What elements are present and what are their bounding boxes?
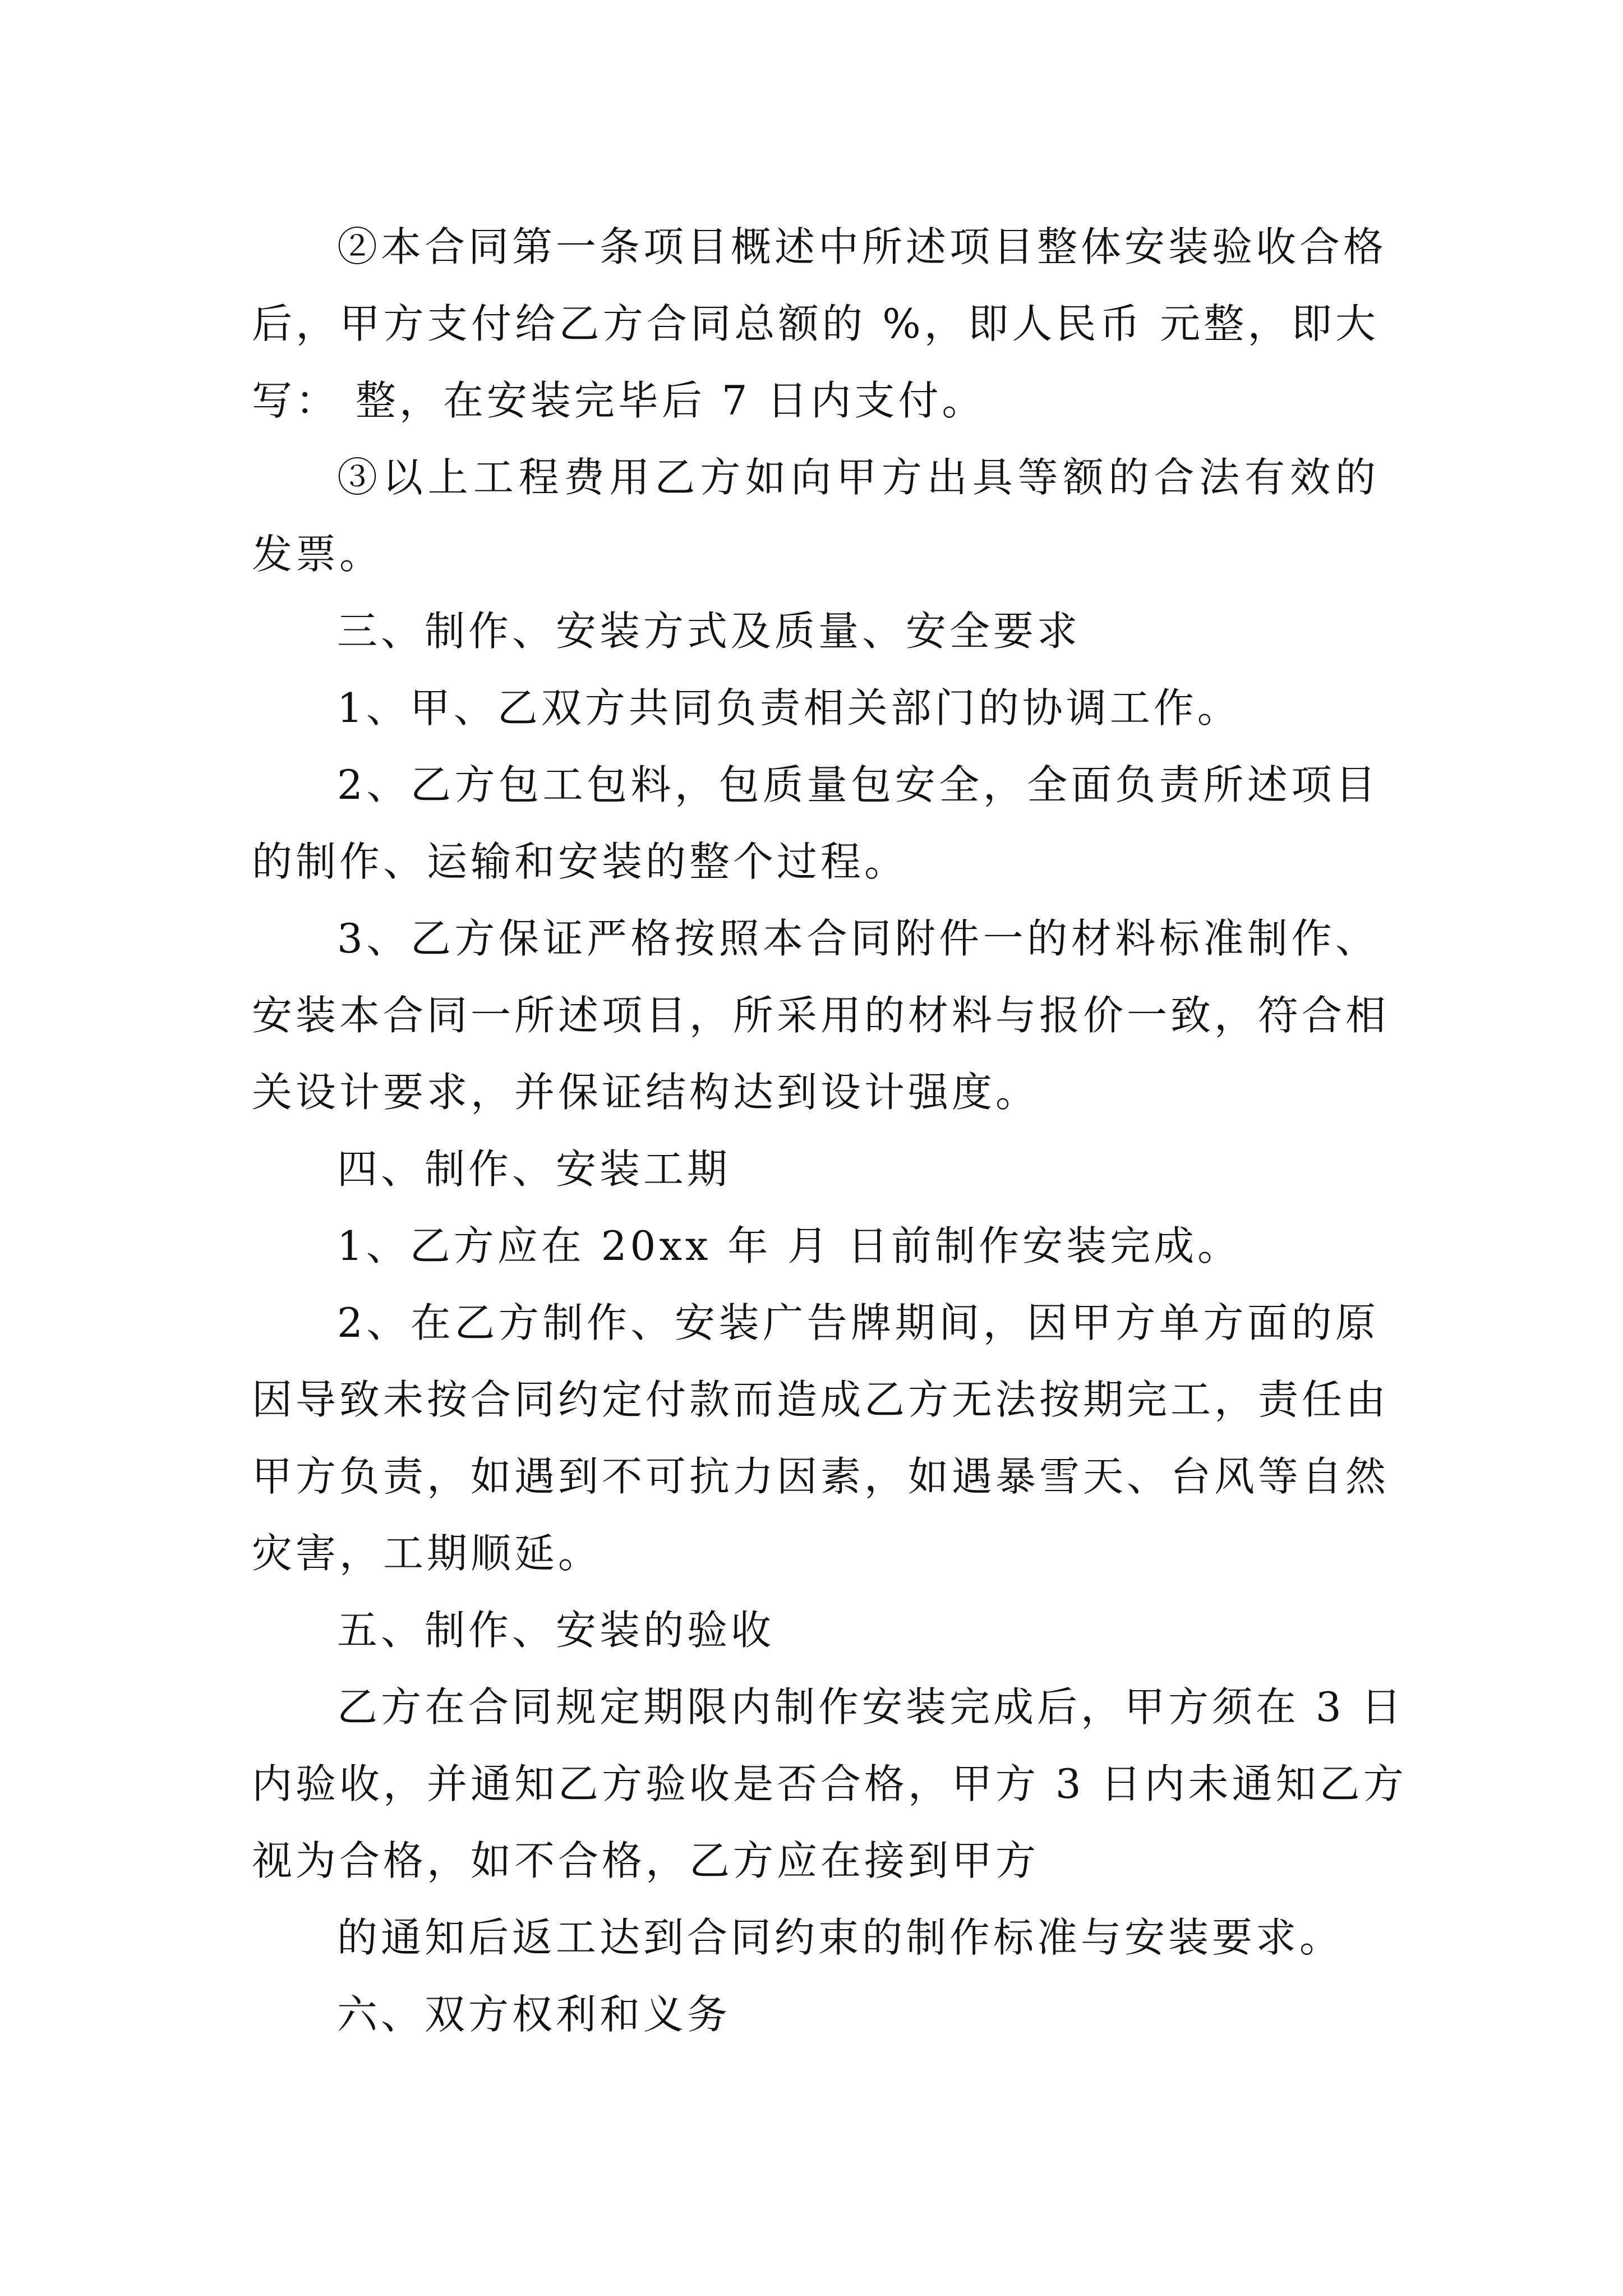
section-heading: 五、制作、安装的验收: [337, 1607, 775, 1654]
paragraph-line: 因导致未按合同约定付款而造成乙方无法按期完工，责任由: [252, 1376, 1390, 1423]
paragraph-line: 发票。: [252, 531, 384, 578]
section-heading: 六、双方权利和义务: [337, 1991, 731, 2038]
paragraph-line: ②本合同第一条项目概述中所述项目整体安装验收合格: [337, 223, 1387, 270]
paragraph-line: 后，甲方支付给乙方合同总额的 %，即人民币 元整，即大: [252, 300, 1379, 347]
paragraph-line: 2、乙方包工包料，包质量包安全，全面负责所述项目: [337, 761, 1379, 808]
paragraph-line: 甲方负责，如遇到不可抗力因素，如遇暴雪天、台风等自然: [252, 1453, 1390, 1500]
paragraph-line: 写： 整，在安装完毕后 7 日内支付。: [252, 377, 986, 424]
paragraph-line: 2、在乙方制作、安装广告牌期间，因甲方单方面的原: [337, 1299, 1379, 1346]
section-heading: 四、制作、安装工期: [337, 1145, 731, 1193]
paragraph-line: ③以上工程费用乙方如向甲方出具等额的合法有效的: [337, 454, 1379, 501]
section-heading: 三、制作、安装方式及质量、安全要求: [337, 608, 1081, 655]
paragraph-line: 内验收，并通知乙方验收是否合格，甲方 3 日内未通知乙方: [252, 1760, 1407, 1807]
paragraph-line: 安装本合同一所述项目，所采用的材料与报价一致，符合相: [252, 992, 1390, 1039]
paragraph-line: 1、乙方应在 20xx 年 月 日前制作安装完成。: [337, 1222, 1242, 1269]
paragraph-line: 1、甲、乙双方共同负责相关部门的协调工作。: [337, 684, 1241, 731]
paragraph-line: 的通知后返工达到合同约束的制作标准与安装要求。: [337, 1914, 1344, 1961]
document-body: [252, 209, 1407, 2053]
paragraph-line: 关设计要求，并保证结构达到设计强度。: [252, 1069, 1040, 1116]
paragraph-line: 灾害，工期顺延。: [252, 1530, 602, 1577]
paragraph-line: 视为合格，如不合格，乙方应在接到甲方: [252, 1837, 1040, 1884]
paragraph-line: 3、乙方保证严格按照本合同附件一的材料标准制作、: [337, 915, 1379, 962]
paragraph-line: 的制作、运输和安装的整个过程。: [252, 838, 909, 885]
paragraph-line: 乙方在合同规定期限内制作安装完成后，甲方须在 3 日: [337, 1683, 1405, 1731]
